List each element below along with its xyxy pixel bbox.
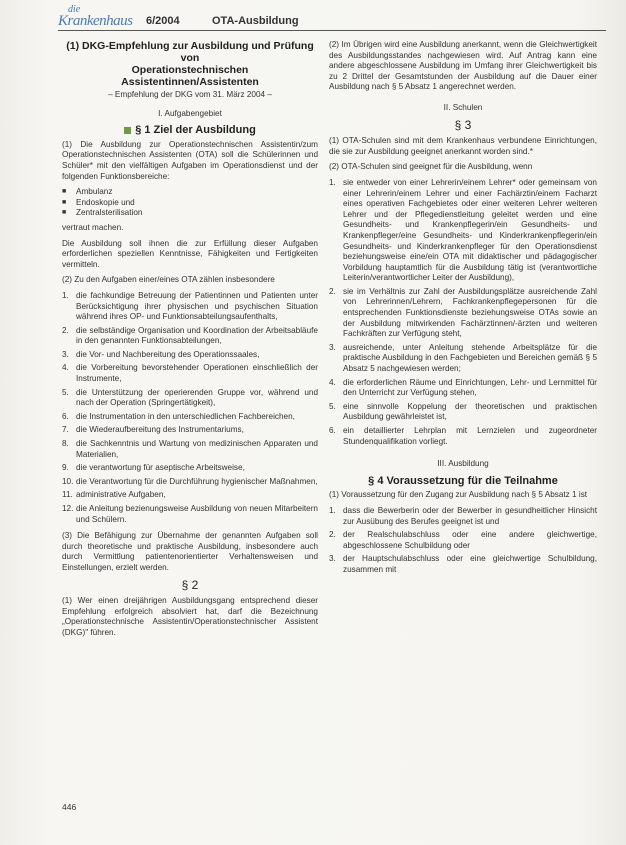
list-item: 4. die Vorbereitung bevorstehender Operationen einschließlich der Instrumente, [62, 363, 318, 384]
paragraph-text: vertraut machen. [62, 222, 124, 232]
list-item: 1. die fachkundige Betreuung der Patientinnen und Patienten unter Berücksichtigung ihrer physischen und psychischen Situation während ihres OP- und Funktionsabteilungsaufenthalts, [62, 290, 318, 322]
section-heading-3: III. Ausbildung [437, 459, 489, 469]
list-item: 8. die Sachkenntnis und Wartung von medizinischen Apparaten und Materialien, [62, 439, 318, 459]
issue-number: 6/2004 [146, 15, 180, 27]
list-item: 3. ausreichende, unter Anleitung stehende Arbeitsplätze für die praktische Ausbildung in den Fachgebieten und Bereichen gemäß § 5 Absatz 5 nachgewiesen werden; [329, 342, 597, 374]
magazine-logo [58, 6, 138, 32]
right-column [329, 40, 597, 579]
bullet-item: ■ Zentralsterilisation [62, 208, 143, 218]
article-title-line2: Operationstechnischen Assistentinnen/Assistenten [121, 64, 259, 88]
paragraph-text: (2) Zu den Aufgaben einer/eines OTA zählen insbesondere [62, 275, 275, 285]
list-item: 5. eine sinnvolle Koppelung der theoretischen und praktischen Ausbildung gewährleistet ist, [329, 401, 597, 422]
list-item: 6. die Instrumentation in den unterschiedlichen Fachbereichen, [62, 411, 295, 421]
numbered-list [329, 178, 597, 447]
list-item: 2. der Realschulabschluss oder eine andere gleichwertige, abgeschlossene Schulbildung oder [329, 530, 597, 550]
numbered-list-2 [329, 506, 597, 576]
list-item: 3. der Hauptschulabschluss oder eine gleichwertige Schulbildung, zusammen mit [329, 554, 597, 574]
paragraph-text: (2) OTA-Schulen sind geeignet für die Ausbildung, wenn [329, 162, 533, 172]
left-column [62, 40, 318, 644]
list-item: 4. die erforderlichen Räume und Einrichtungen, Lehr- und Lernmittel für den Unterricht zur Verfügung stehen, [329, 377, 597, 398]
green-square-icon [124, 127, 131, 134]
list-item: 7. die Wiederaufbereitung des Instrumentariums, [62, 425, 244, 435]
list-item: 10. die Verantwortung für die Durchführung hygienischer Maßnahmen, [62, 476, 318, 486]
page-number: 446 [62, 802, 77, 812]
list-item: 2. die selbständige Organisation und Koordination der Arbeitsabläufe in den genannten Funktionsabteilungen, [62, 325, 318, 346]
logo-small-text: die [68, 4, 81, 15]
section-heading-2: II. Schulen [443, 102, 483, 112]
paragraph-sign-2: § 2 [181, 577, 199, 592]
numbered-list [62, 291, 318, 525]
list-item: 9. die verantwortung für aseptische Arbeitsweise, [62, 463, 245, 473]
list-item: 2. sie im Verhältnis zur Zahl der Ausbildungsplätze ausreichende Zahl von Lehrerinnen/Lehrern, Fachkrankenpflegepersonen für die entsprechenden Funktionsdienste beziehungsweise OTAs sowie an der Ausbildung mitwirkenden Fachärztinnen/-ärzten und weiteren Fachkräften zur Verfügung steht, [329, 286, 597, 339]
list-item: 5. die Unterstützung der operierenden Gruppe vor, während und nach der Operation (Springertätigkeit), [62, 387, 318, 408]
article-title-line1: (1) DKG-Empfehlung zur Ausbildung und Prüfung von [66, 40, 314, 64]
list-item: 1. dass die Bewerberin oder der Bewerber in gesundheitlicher Hinsicht zur Ausübung des Berufes geeignet ist und [329, 505, 597, 526]
section-title: OTA-Ausbildung [212, 15, 299, 27]
list-item: 6. ein detaillierter Lehrplan mit Lernzielen und zugeordneter Stundenqualifikation vorliegt. [329, 426, 597, 446]
paragraph-text: (1) Wer einen dreijährigen Ausbildungsgang entsprechend dieser Empfehlung erfolgreich absolviert hat, darf die Bezeichnung „Operationstechnische Assistentin/Operationstechnischer Assistent (DKG)" führen. [62, 596, 318, 637]
paragraph-sign-3: § 3 [454, 117, 472, 132]
paragraph-heading-4: § 4 Voraussetzung für die Teilnahme [368, 474, 558, 487]
paragraph-text: (1) Die Ausbildung zur Operationstechnischen Assistentin/zum Operationstechnischen Assistenten (OTA) soll die Schülerinnen und Schüler* mit den vielfältigen Aufgaben im Operationsdienst und der folgenden Funktionsbereiche: [62, 139, 318, 181]
bullet-item: ■ Ambulanz [62, 187, 113, 197]
paragraph-text: Die Ausbildung soll ihnen die zur Erfüllung dieser Aufgaben erforderlichen speziellen Kenntnisse, Fähigkeiten und Fertigkeiten vermitteln. [62, 238, 318, 269]
page-header [58, 6, 598, 32]
paragraph-text: (1) Voraussetzung für den Zugang zur Ausbildung nach § 5 Absatz 1 ist [329, 490, 588, 500]
list-item: 3. die Vor- und Nachbereitung des Operationssaales, [62, 349, 260, 359]
list-item: 1. sie entweder von einer Lehrerin/einem Lehrer* oder gemeinsam von einer Lehrerin/einem Lehrer und einer Fachärztin/einem Facharzt eines operativen Fachgebietes oder einer weiteren Lehrer weiteren Lehrer und der Pflegedienstleitung geleitet werden und eine Gesundheits- und Krankenpflegerin/ein Gesundheits- und Krankenpfleger/eine Gesundheits- und Kinderkrankenpflegerin/ein Gesundheits- und Kinderkrankenpfleger für den Operationsdienst beziehungsweise eine/ein OTA mit didaktischer und pädagogischer Vorbildung hauptamtlich für die Ausbildung tätig ist (verantwortliche Leiterin/verantwortlicher Leiter der Ausbildung), [329, 177, 597, 283]
bullet-list [62, 187, 318, 219]
paragraph-text: (2) Im Übrigen wird eine Ausbildung anerkannt, wenn die Gleichwertigkeit des Ausbildungsstandes nachgewiesen wird. Auf Antrag kann eine andere abgeschlossene Ausbildung im Umfang ihrer Gleichwertigkeit bis zu 2 Drittel der Gesamtstunden der Ausbildung auf die Dauer einer Ausbildung nach § 5 Absatz 1 angerechnet werden. [329, 40, 597, 92]
list-item: 11. administrative Aufgaben, [62, 490, 166, 500]
section-heading-1: I. Aufgabengebiet [158, 108, 222, 118]
paragraph-text: (3) Die Befähigung zur Übernahme der genannten Aufgaben soll durch theoretische und praktische Ausbildung, insbesondere auch durch Vermittlung patientenorientierter Verhaltensweisen und Einstellungen, erzielt werden. [62, 531, 318, 572]
bullet-item: ■ Endoskopie und [62, 197, 135, 207]
header-rule [58, 30, 606, 31]
paragraph-heading-1: § 1 Ziel der Ausbildung [62, 125, 318, 136]
list-item: 12. die Anleitung bezienungsweise Ausbildung von neuen Mitarbeitern und Schülern. [62, 504, 318, 524]
paragraph-text: (1) OTA-Schulen sind mit dem Krankenhaus verbundene Einrichtungen, die sie zur Ausbildung geeignet anerkannt worden sind.* [329, 136, 597, 156]
logo-main-text: Krankenhaus [58, 13, 133, 29]
article-subtitle: – Empfehlung der DKG vom 31. März 2004 – [108, 90, 272, 99]
